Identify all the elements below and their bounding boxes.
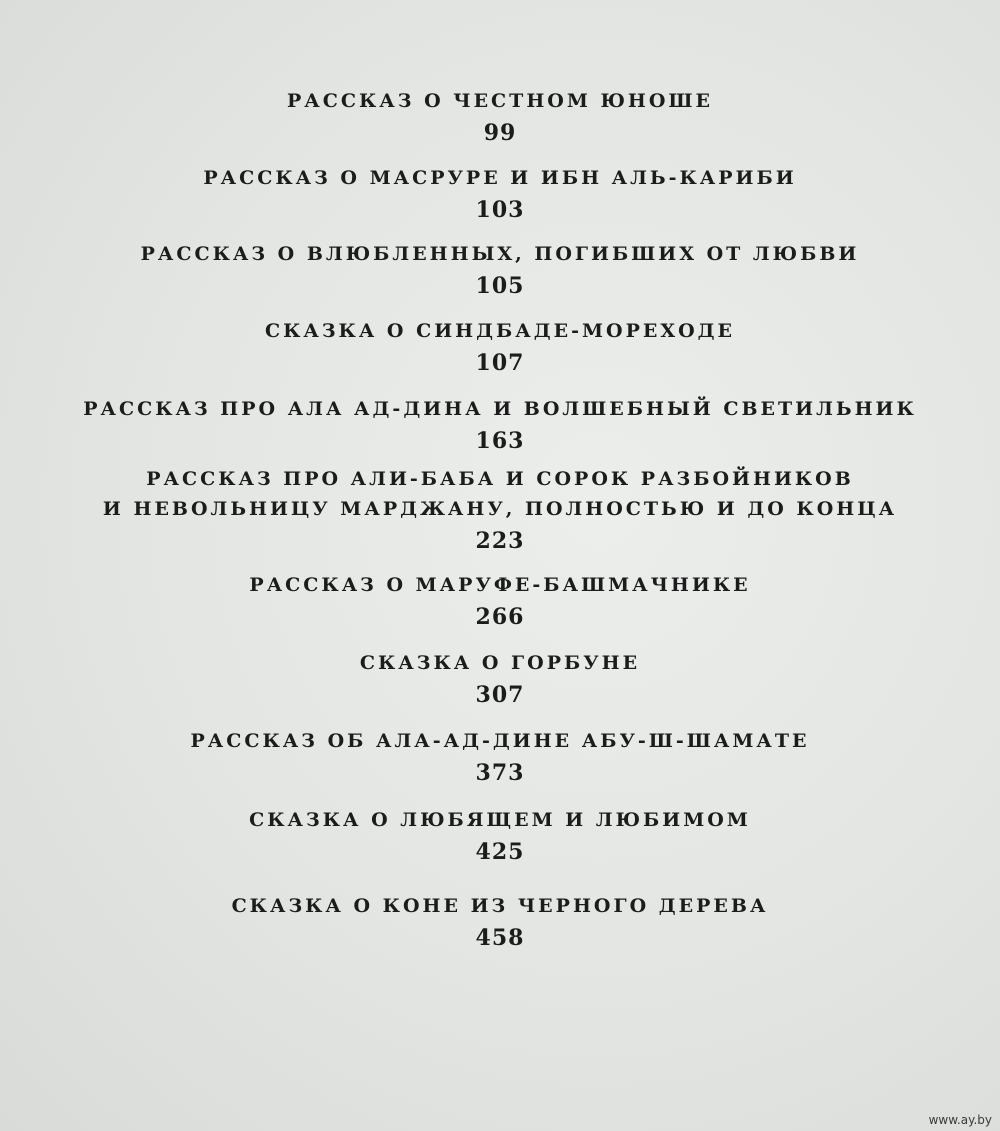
toc-entry-title: СКАЗКА О КОНЕ ИЗ ЧЕРНОГО ДЕРЕВА xyxy=(231,895,769,917)
toc-entry xyxy=(0,86,1000,150)
toc-entry-page-number: 163 xyxy=(475,428,525,454)
toc-entry-title: РАССКАЗ ПРО АЛА АД-ДИНА И ВОЛШЕБНЫЙ СВЕТИЛЬНИК xyxy=(83,398,917,420)
toc-entry-page-number: 458 xyxy=(475,925,525,951)
toc-entry-page-number: 373 xyxy=(475,760,525,786)
toc-entry-page-number: 105 xyxy=(475,273,525,299)
toc-entry xyxy=(0,163,1000,227)
toc-entry-page-number: 99 xyxy=(483,120,517,146)
toc-entry-title: РАССКАЗ О МАСРУРЕ И ИБН АЛЬ-КАРИБИ xyxy=(203,167,797,189)
toc-entry-page-number: 107 xyxy=(475,350,525,376)
toc-entry-title-continued: И НЕВОЛЬНИЦУ МАРДЖАНУ, ПОЛНОСТЬЮ И ДО КОНЦА xyxy=(102,498,898,520)
toc-entry xyxy=(0,394,1000,458)
toc-entry-page-number: 425 xyxy=(475,839,525,865)
toc-entry-title: РАССКАЗ О ВЛЮБЛЕННЫХ, ПОГИБШИХ ОТ ЛЮБВИ xyxy=(140,243,860,265)
toc-entry-page-number: 223 xyxy=(475,528,525,554)
toc-entry-title: СКАЗКА О ГОРБУНЕ xyxy=(359,652,641,674)
toc-entry xyxy=(0,648,1000,712)
show-through-text xyxy=(0,958,1000,980)
toc-entry xyxy=(0,239,1000,303)
toc-entry-title: РАССКАЗ ПРО АЛИ-БАБА И СОРОК РАЗБОЙНИКОВ xyxy=(146,468,854,490)
toc-entry-title: РАССКАЗ О ЧЕСТНОМ ЮНОШЕ xyxy=(286,90,714,112)
site-watermark: www.ay.by xyxy=(928,1113,992,1127)
toc-entry xyxy=(0,805,1000,869)
toc-entry-title: РАССКАЗ О МАРУФЕ-БАШМАЧНИКЕ xyxy=(249,574,751,596)
toc-entry-title: РАССКАЗ ОБ АЛА-АД-ДИНЕ АБУ-Ш-ШАМАТЕ xyxy=(190,730,810,752)
toc-entry-page-number: 266 xyxy=(475,604,525,630)
toc-entry-page-number: 103 xyxy=(475,197,525,223)
toc-entry-page-number: 307 xyxy=(475,682,525,708)
toc-entry xyxy=(0,570,1000,634)
toc-entry xyxy=(0,316,1000,380)
toc-entry xyxy=(0,726,1000,790)
toc-entry xyxy=(0,891,1000,955)
toc-entry xyxy=(0,464,1000,558)
toc-entry-title: СКАЗКА О ЛЮБЯЩЕМ И ЛЮБИМОМ xyxy=(249,809,751,831)
toc-entry-title: СКАЗКА О СИНДБАДЕ-МОРЕХОДЕ xyxy=(264,320,736,342)
